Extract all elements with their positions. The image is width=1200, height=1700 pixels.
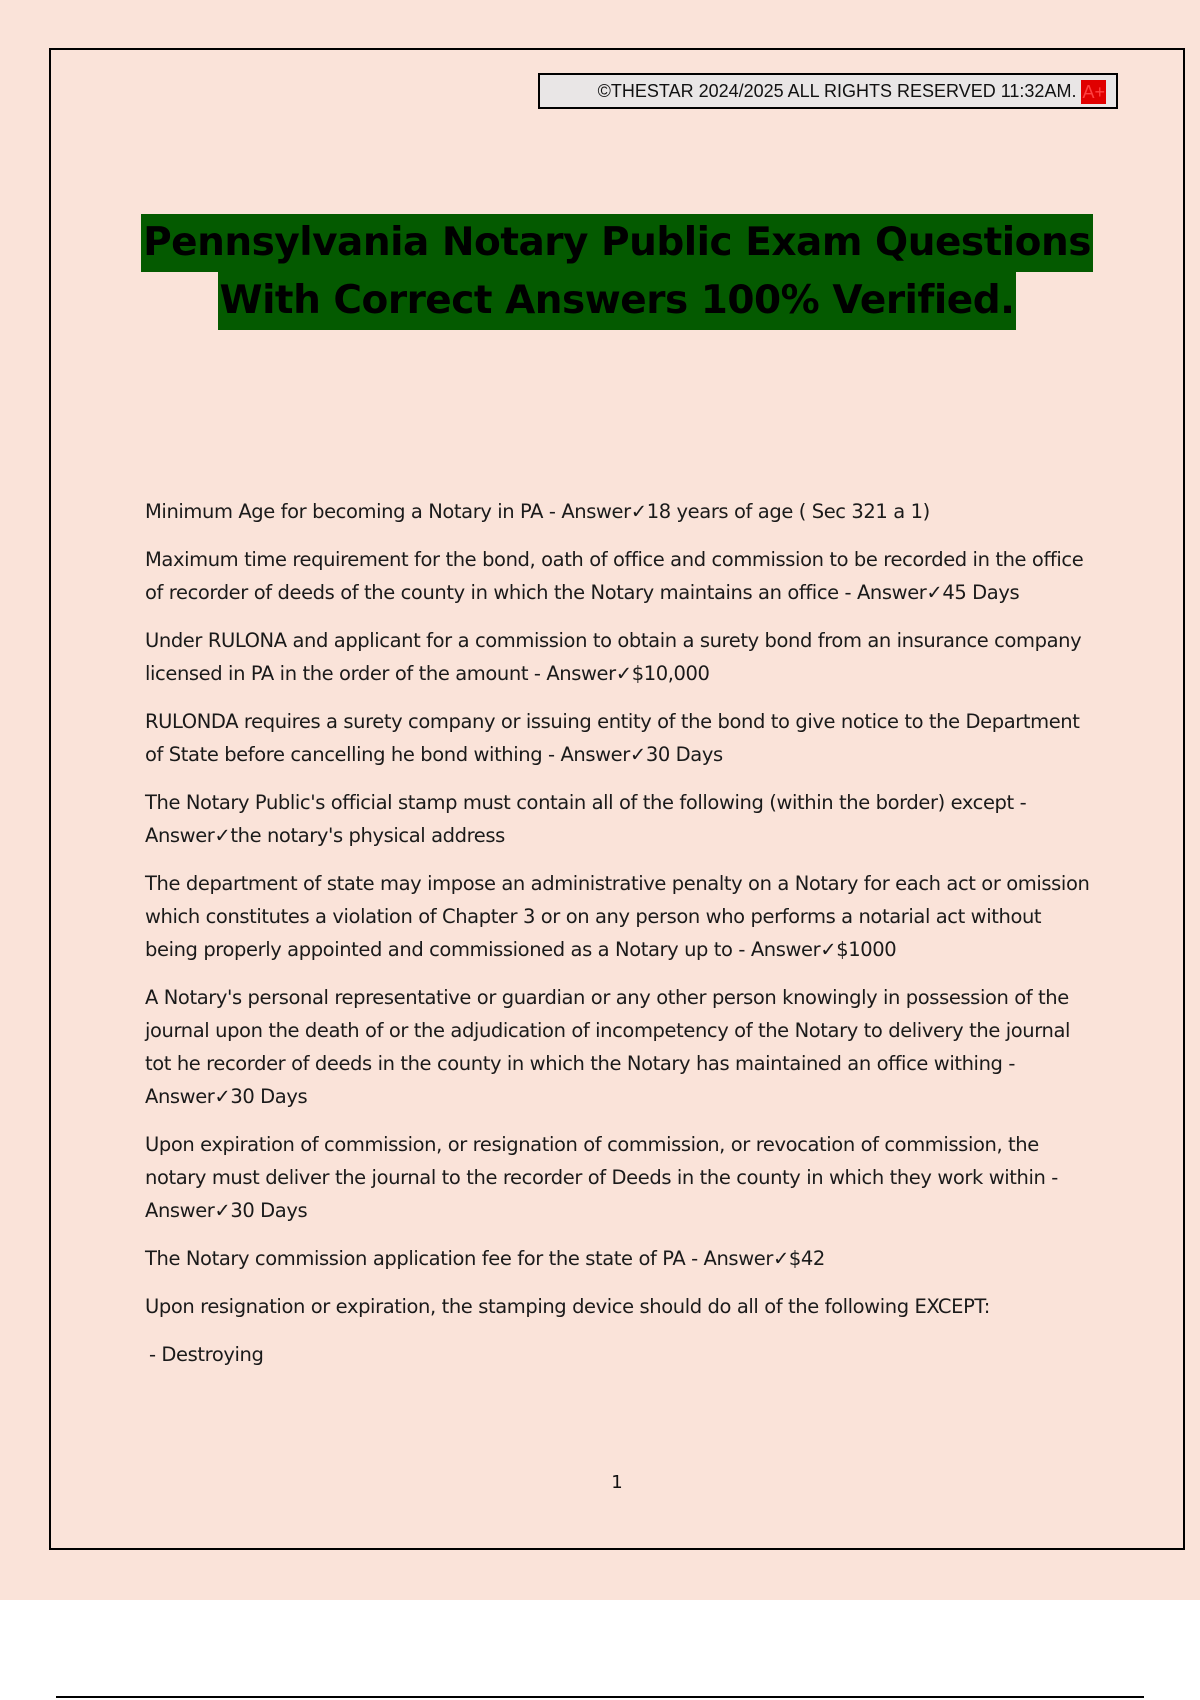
answer-label: Answer✓ [145,824,231,847]
answer-text: $42 [788,1247,825,1270]
question-item [145,786,1095,852]
question-text: Maximum time requirement for the bond, oath of office and commission to be recorded in the office of recorder of deeds of the county in which the Notary maintains an office - [145,548,1084,604]
answer-text: 45 Days [942,581,1020,604]
answer-text: $1000 [836,938,897,961]
question-text: RULONDA requires a surety company or issuing entity of the bond to give notice to the Department of State before cancelling he bond withing - [145,710,1080,766]
question-item [145,543,1095,609]
question-text: The department of state may impose an administrative penalty on a Notary for each act or omission which constitutes a violation of Chapter 3 or on any person who performs a notarial act without being properly appointed and commissioned as a Notary up to - [145,872,1090,961]
question-text: Under RULONA and applicant for a commission to obtain a surety bond from an insurance company licensed in PA in the order of the amount - [145,629,1082,685]
question-item [145,867,1095,966]
question-text: Upon expiration of commission, or resignation of commission, or revocation of commission, the notary must deliver the journal to the recorder of Deeds in the county in which they work within - [145,1133,1058,1189]
title-line-1: Pennsylvania Notary Public Exam Questions [141,214,1093,272]
question-item [145,1242,1095,1275]
answer-label: Answer✓ [145,1085,231,1108]
question-text: The Notary Public's official stamp must contain all of the following (within the border) except - [145,791,1027,814]
page-number: 1 [611,1472,623,1493]
answer-label: Answer✓ [560,743,646,766]
answer-text: 30 Days [230,1085,308,1108]
question-item [145,1128,1095,1227]
open-question-option: - Destroying [149,1343,264,1366]
open-question: Upon resignation or expiration, the stamping device should do all of the following EXCEPT: [145,1295,990,1318]
answer-label: Answer✓ [750,938,837,961]
bottom-divider [56,1696,1144,1698]
question-item [145,705,1095,771]
answer-label: Answer✓ [145,1199,231,1222]
question-item [145,624,1095,690]
answer-label: Answer✓ [703,1247,789,1270]
answer-text: 30 Days [230,1199,308,1222]
title-line-2: With Correct Answers 100% Verified. [218,272,1017,330]
question-item [145,981,1095,1113]
copyright-text: ©THESTAR 2024/2025 ALL RIGHTS RESERVED 11:32AM. [597,81,1077,101]
question-text: The Notary commission application fee for the state of PA - [145,1247,704,1270]
answer-label: Answer✓ [561,500,647,523]
question-text: Minimum Age for becoming a Notary in PA - [145,500,562,523]
question-text: A Notary's personal representative or guardian or any other person knowingly in possession of the journal upon the death of or the adjudication of incompetency of the Notary to delivery the journal tot he recorder of deeds in the county in which the Notary has maintained an office withing - [145,986,1071,1075]
answer-text: the notary's physical address [230,824,505,847]
answer-label: Answer✓ [546,662,632,685]
question-list [145,495,1095,1386]
answer-text: $10,000 [631,662,710,685]
answer-text: 18 years of age ( Sec 321 a 1) [646,500,930,523]
copyright-banner [538,73,1118,109]
answer-text: 30 Days [645,743,723,766]
document-title [60,214,1174,330]
answer-label: Answer✓ [856,581,943,604]
grade-badge: A+ [1082,82,1105,103]
question-item [145,495,1095,528]
